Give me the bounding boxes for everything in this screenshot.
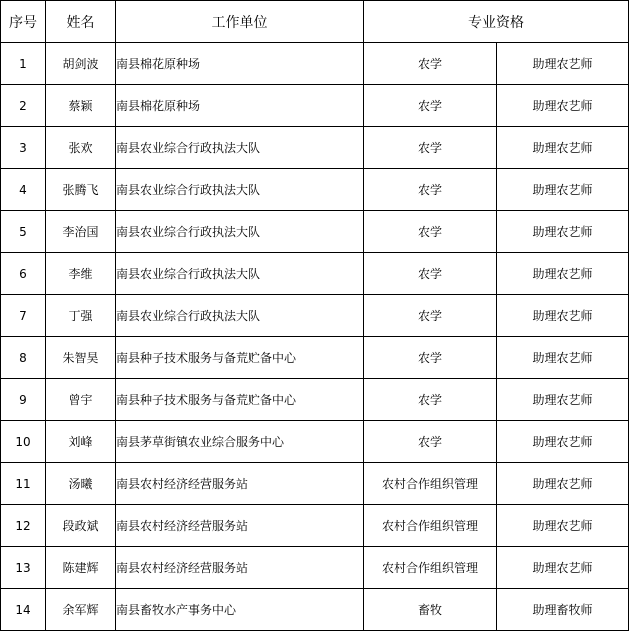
table-row xyxy=(1,505,629,547)
cell-unit: 南县农村经济经营服务站 xyxy=(116,547,364,589)
cell-unit: 南县农村经济经营服务站 xyxy=(116,505,364,547)
cell-title: 助理农艺师 xyxy=(497,379,629,421)
cell-no: 14 xyxy=(1,589,46,631)
cell-no: 12 xyxy=(1,505,46,547)
cell-no: 5 xyxy=(1,211,46,253)
cell-name: 朱智昊 xyxy=(46,337,116,379)
cell-no: 11 xyxy=(1,463,46,505)
cell-major: 畜牧 xyxy=(364,589,497,631)
table-row xyxy=(1,547,629,589)
cell-title: 助理农艺师 xyxy=(497,547,629,589)
cell-no: 9 xyxy=(1,379,46,421)
table-row xyxy=(1,463,629,505)
cell-no: 2 xyxy=(1,85,46,127)
table-row xyxy=(1,337,629,379)
table-row xyxy=(1,169,629,211)
cell-unit: 南县棉花原种场 xyxy=(116,43,364,85)
cell-unit: 南县农业综合行政执法大队 xyxy=(116,127,364,169)
header-qualification: 专业资格 xyxy=(364,1,629,43)
cell-no: 8 xyxy=(1,337,46,379)
cell-major: 农学 xyxy=(364,421,497,463)
cell-major: 农学 xyxy=(364,43,497,85)
cell-title: 助理农艺师 xyxy=(497,337,629,379)
cell-title: 助理农艺师 xyxy=(497,505,629,547)
cell-unit: 南县农业综合行政执法大队 xyxy=(116,169,364,211)
cell-name: 曾宇 xyxy=(46,379,116,421)
table-row xyxy=(1,295,629,337)
cell-title: 助理农艺师 xyxy=(497,421,629,463)
cell-title: 助理畜牧师 xyxy=(497,589,629,631)
cell-no: 6 xyxy=(1,253,46,295)
header-unit: 工作单位 xyxy=(116,1,364,43)
cell-title: 助理农艺师 xyxy=(497,43,629,85)
table-row xyxy=(1,211,629,253)
cell-title: 助理农艺师 xyxy=(497,127,629,169)
cell-unit: 南县畜牧水产事务中心 xyxy=(116,589,364,631)
cell-name: 段政斌 xyxy=(46,505,116,547)
cell-major: 农学 xyxy=(364,211,497,253)
cell-major: 农学 xyxy=(364,85,497,127)
cell-name: 蔡颖 xyxy=(46,85,116,127)
cell-unit: 南县农村经济经营服务站 xyxy=(116,463,364,505)
cell-unit: 南县棉花原种场 xyxy=(116,85,364,127)
cell-no: 10 xyxy=(1,421,46,463)
table-row xyxy=(1,253,629,295)
cell-title: 助理农艺师 xyxy=(497,169,629,211)
cell-major: 农学 xyxy=(364,253,497,295)
cell-name: 胡剑波 xyxy=(46,43,116,85)
cell-no: 7 xyxy=(1,295,46,337)
cell-unit: 南县种子技术服务与备荒贮备中心 xyxy=(116,337,364,379)
cell-no: 1 xyxy=(1,43,46,85)
cell-name: 李治国 xyxy=(46,211,116,253)
cell-unit: 南县种子技术服务与备荒贮备中心 xyxy=(116,379,364,421)
cell-title: 助理农艺师 xyxy=(497,211,629,253)
header-no: 序号 xyxy=(1,1,46,43)
cell-major: 农学 xyxy=(364,169,497,211)
cell-no: 3 xyxy=(1,127,46,169)
cell-name: 李维 xyxy=(46,253,116,295)
cell-major: 农村合作组织管理 xyxy=(364,463,497,505)
cell-title: 助理农艺师 xyxy=(497,463,629,505)
cell-major: 农村合作组织管理 xyxy=(364,547,497,589)
cell-name: 张腾飞 xyxy=(46,169,116,211)
table-row xyxy=(1,43,629,85)
cell-name: 余军辉 xyxy=(46,589,116,631)
cell-name: 张欢 xyxy=(46,127,116,169)
table-row xyxy=(1,127,629,169)
cell-unit: 南县农业综合行政执法大队 xyxy=(116,211,364,253)
cell-major: 农村合作组织管理 xyxy=(364,505,497,547)
cell-no: 13 xyxy=(1,547,46,589)
table-row xyxy=(1,421,629,463)
cell-name: 汤曦 xyxy=(46,463,116,505)
cell-major: 农学 xyxy=(364,379,497,421)
cell-title: 助理农艺师 xyxy=(497,85,629,127)
table-row xyxy=(1,379,629,421)
cell-name: 丁强 xyxy=(46,295,116,337)
header-row xyxy=(1,1,629,43)
cell-unit: 南县农业综合行政执法大队 xyxy=(116,295,364,337)
cell-no: 4 xyxy=(1,169,46,211)
table-row xyxy=(1,589,629,631)
cell-title: 助理农艺师 xyxy=(497,253,629,295)
cell-major: 农学 xyxy=(364,337,497,379)
cell-title: 助理农艺师 xyxy=(497,295,629,337)
cell-unit: 南县农业综合行政执法大队 xyxy=(116,253,364,295)
table-row xyxy=(1,85,629,127)
cell-unit: 南县茅草街镇农业综合服务中心 xyxy=(116,421,364,463)
table-body xyxy=(1,43,629,631)
header-name: 姓名 xyxy=(46,1,116,43)
cell-name: 陈建辉 xyxy=(46,547,116,589)
cell-name: 刘峰 xyxy=(46,421,116,463)
cell-major: 农学 xyxy=(364,127,497,169)
cell-major: 农学 xyxy=(364,295,497,337)
